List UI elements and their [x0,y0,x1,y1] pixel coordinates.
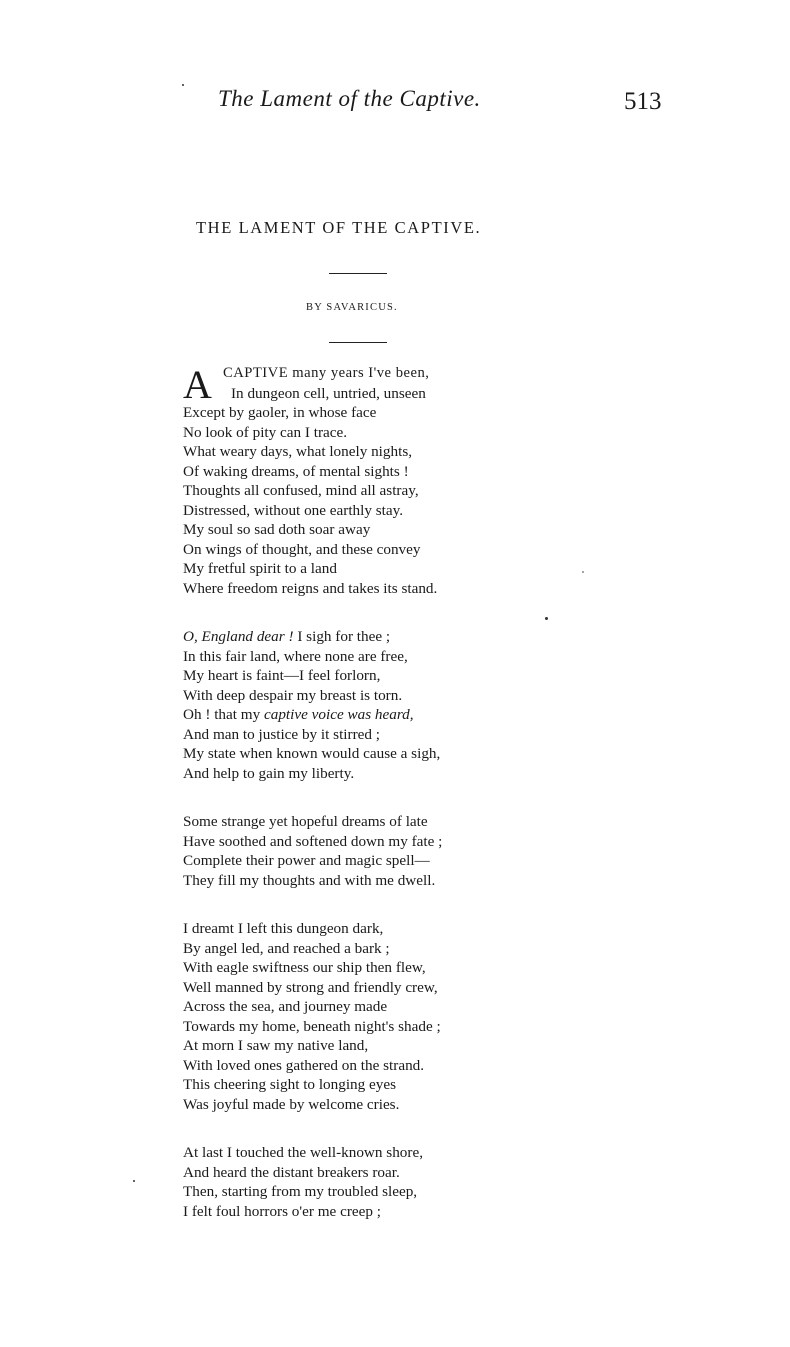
poem-line: At morn I saw my native land, [183,1037,369,1054]
poem-phrase: I sigh for thee ; [297,628,391,645]
title-rule-bottom [329,342,387,343]
ink-speck [133,1180,135,1182]
poem-line: With loved ones gathered on the strand. [183,1056,425,1074]
stanza-5 [183,1143,543,1221]
running-title: The Lament of the Captive. [218,86,481,111]
ink-speck [582,571,584,573]
poem-line: With eagle swiftness our ship then flew, [183,959,426,976]
stanza-1 [183,364,543,598]
poem-line: By angel led, and reached a bark ; [183,939,390,957]
poem-line: On wings of thought, and these convey [183,540,421,558]
first-line-text: CAPTIVE many years I've been, [223,365,430,381]
poem-line: My soul so sad doth soar away [183,521,371,538]
poem-line: This cheering sight to longing eyes [183,1076,397,1093]
poem-line: Except by gaoler, in whose face [183,404,377,421]
poem-line: And man to justice by it stirred ; [183,725,380,743]
poem-line: Some strange yet hopeful dreams of late [183,813,428,830]
stanza-2 [183,627,543,783]
poem-line [183,705,543,725]
drop-cap: A [183,362,212,407]
poem-line: In this fair land, where none are free, [183,647,408,665]
poem-body [183,364,543,1250]
poem-line: Complete their power and magic spell— [183,852,430,869]
poem-line: My state when known would cause a sigh, [183,745,441,762]
poem-line: Thoughts all confused, mind all astray, [183,482,419,499]
poem-line: I felt foul horrors o'er me creep ; [183,1202,381,1220]
poem-line: Then, starting from my troubled sleep, [183,1183,418,1200]
ink-speck [545,617,548,620]
poem-phrase: Oh ! that my [183,706,264,723]
poem-line: Have soothed and softened down my fate ; [183,832,443,850]
poem-line: Well manned by strong and friendly crew, [183,978,438,996]
poem-line: Was joyful made by welcome cries. [183,1095,400,1113]
poem-line: My heart is faint—I feel forlorn, [183,667,381,684]
poem-line: I dreamt I left this dungeon dark, [183,920,384,937]
poem-line: Where freedom reigns and takes its stand. [183,579,438,597]
page-number: 513 [624,88,662,115]
poem-line: With deep despair my breast is torn. [183,686,403,704]
poem-line: At last I touched the well-known shore, [183,1144,423,1161]
poem-line: No look of pity can I trace. [183,423,348,441]
poem-line: My fretful spirit to a land [183,560,337,577]
title-rule-top [329,273,387,274]
poem-line: Distressed, without one earthly stay. [183,501,404,519]
stanza-3 [183,812,543,890]
poem-line: And help to gain my liberty. [183,764,355,782]
poem-line [183,627,543,647]
poem-phrase: captive voice was heard, [264,706,414,723]
poem-line: In dungeon cell, untried, unseen [231,384,426,402]
poem-line: And heard the distant breakers roar. [183,1163,400,1181]
byline: BY SAVARICUS. [306,302,398,313]
poem-line: Across the sea, and journey made [183,998,388,1015]
poem-line: What weary days, what lonely nights, [183,443,413,460]
poem-title: THE LAMENT OF THE CAPTIVE. [196,218,482,237]
ink-speck [182,84,184,86]
poem-line: Towards my home, beneath night's shade ; [183,1017,441,1035]
poem-line: Of waking dreams, of mental sights ! [183,462,409,480]
poem-line: They fill my thoughts and with me dwell. [183,871,436,889]
stanza-4 [183,919,543,1114]
poem-phrase: O, England dear ! [183,628,298,645]
